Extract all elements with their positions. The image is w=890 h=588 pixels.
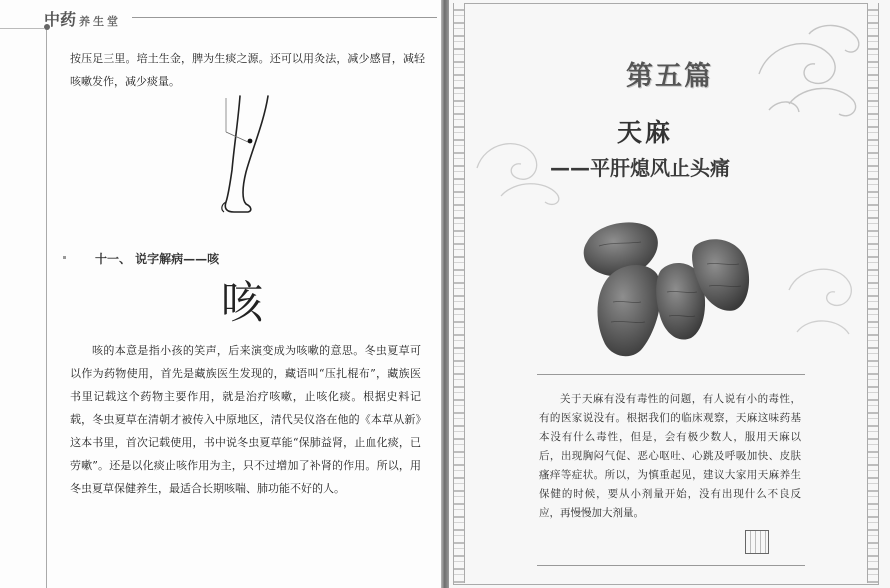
note-paragraph: 关于天麻有没有毒性的问题，有人说有小的毒性，有的医家说没有。根据我们的临床观察，天麻这味药基本没有什么毒性，但是，会有极少数人，服用天麻以后，出现胸闷气促、恶心呕吐、心跳及呼吸加快、皮肤瘙痒等症状。所以，为慎重起见，建议大家用天麻养生保健的时候，要从小剂量开始，没有出现什么不良反应，再慢慢加大剂量。 (539, 393, 801, 519)
acupoint-dot (248, 139, 253, 144)
tuber-piece (598, 265, 662, 356)
book-gutter (441, 0, 449, 588)
left-page (0, 0, 441, 588)
part-number: 第五篇 (626, 61, 713, 92)
seal-stamp (745, 530, 769, 554)
gastrodia-tuber-illustration (577, 212, 757, 362)
header-rule (132, 17, 437, 18)
running-header-title: 中药 (44, 10, 77, 29)
section-heading: 十一、 说字解病——咳 (95, 252, 220, 266)
running-header-subtitle: 养生堂 (79, 15, 122, 28)
heading-tick (63, 256, 66, 259)
part-subtitle: ——平肝熄风止头痛 (550, 156, 730, 180)
seal-script-character: 咳 (221, 276, 264, 329)
part-title: 天麻 (617, 118, 674, 147)
header-rule-left (0, 28, 44, 29)
cloud-ornament-right (779, 250, 867, 350)
right-page (449, 0, 890, 588)
intro-paragraph: 按压足三里。培土生金，脾为生痰之源。还可以用灸法，减少感冒，减轻咳嗽发作，减少痰量。 (70, 52, 425, 88)
leg-acupoint-illustration (212, 92, 282, 220)
running-header (44, 7, 121, 30)
body-paragraph: 咳的本意是指小孩的笑声，后来演变成为咳嗽的意思。冬虫夏草可以作为药物使用，首先是藏族医生发现的，藏语叫“压扎棍布”，藏族医书里记载这个药物主要作用，就是治疗咳嗽，止咳化痰。根据史料记载，冬虫夏草在清朝才被传入中原地区，清代吴仪洛在他的《本草从新》这本书里，首次记载使用，书中说冬虫夏草能“保肺益肾，止血化痰，已劳嗽”。还是以化痰止咳作用为主，只不过增加了补肾的作用。所以，用冬虫夏草保健养生，最适合长期咳喘、肺功能不好的人。 (70, 344, 421, 495)
margin-line (46, 30, 47, 588)
